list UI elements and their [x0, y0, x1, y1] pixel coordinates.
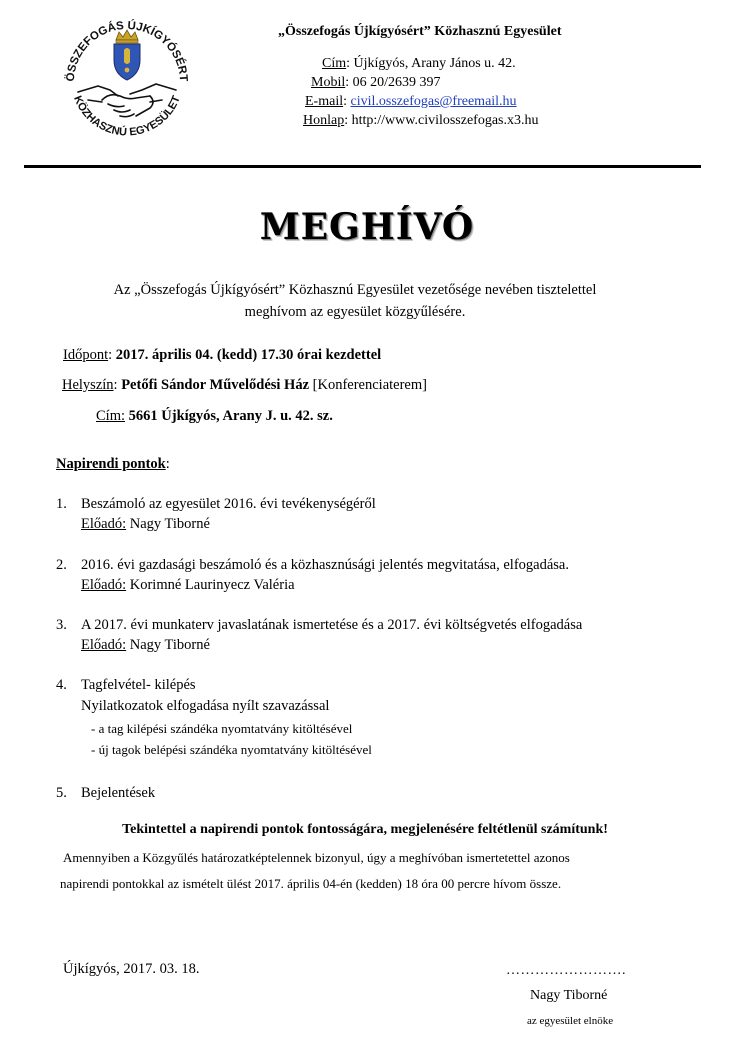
agenda-item-5-number: 5.	[56, 785, 67, 801]
place-value: Petőfi Sándor Művelődési Ház	[121, 377, 310, 393]
presenter-name: Nagy Tiborné	[126, 516, 210, 532]
agenda-item-1-number: 1.	[56, 496, 67, 512]
agenda-item-4-text: Tagfelvétel- kilépés	[81, 677, 196, 693]
closing-line-1: Amennyiben a Közgyűlés határozatképtelennek bizonyul, úgy a meghívóban ismertetettel azonos	[63, 850, 570, 865]
meeting-place	[62, 377, 427, 394]
agenda-heading-colon: :	[165, 456, 170, 472]
place-label: Helyszín	[62, 377, 114, 393]
meeting-time	[63, 347, 381, 364]
agenda-item-5-text: Bejelentések	[81, 785, 156, 801]
signatory-role: az egyesület elnöke	[527, 1015, 614, 1027]
agenda-item-4-sub-2: - új tagok belépési szándéka nyomtatvány kitöltésével	[91, 742, 372, 757]
mobile-label: Mobil	[311, 75, 346, 90]
agenda-item-3-text: A 2017. évi munkaterv javaslatának ismertetése és a 2017. évi költségvetés elfogadása	[81, 617, 583, 633]
agenda-item-3-number: 3.	[56, 617, 67, 633]
contact-website	[303, 113, 539, 129]
meeting-address	[96, 408, 333, 425]
meeting-address-value: 5661 Újkígyós, Arany J. u. 42. sz.	[125, 408, 333, 424]
agenda-item-4-sub-1: - a tag kilépési szándéka nyomtatvány kitöltésével	[91, 721, 353, 736]
closing-line-2: napirendi pontokkal az ismételt ülést 2017. április 04-én (kedden) 18 óra 00 percre hívom össze.	[60, 876, 562, 891]
signature-line: …………………….	[506, 963, 626, 978]
agenda-item-2-number: 2.	[56, 557, 67, 573]
time-value: 2017. április 04. (kedd) 17.30 órai kezdettel	[115, 347, 382, 363]
presenter-label: Előadó:	[81, 637, 127, 653]
header-divider	[24, 165, 701, 168]
crown-icon	[116, 30, 138, 43]
agenda-item-1-text: Beszámoló az egyesület 2016. évi tevékenységéről	[81, 496, 376, 512]
agenda-item-2-text: 2016. évi gazdasági beszámoló és a közhasznúsági jelentés megvitatása, elfogadása.	[81, 557, 569, 573]
website-value: : http://www.civilosszefogas.x3.hu	[344, 113, 539, 128]
agenda-item-1-presenter	[81, 516, 210, 533]
agenda-heading	[56, 456, 170, 473]
place-and-date: Újkígyós, 2017. 03. 18.	[63, 961, 200, 977]
agenda-item-2-presenter	[81, 577, 295, 594]
contact-address	[322, 56, 516, 72]
presenter-label: Előadó:	[81, 516, 127, 532]
agenda-heading-label: Napirendi pontok	[56, 456, 166, 472]
contact-mobile	[311, 75, 441, 91]
address-value: : Újkígyós, Arany János u. 42.	[346, 56, 516, 71]
organization-logo	[58, 4, 196, 154]
email-separator: :	[343, 94, 351, 109]
mobile-value: : 06 20/2639 397	[345, 75, 441, 90]
coat-of-arms-icon	[114, 44, 140, 80]
place-room: [Konferenciaterem]	[309, 377, 427, 393]
logo-ring-text-top: ÖSSZEFOGÁS ÚJKÍGYÓSÉRT	[64, 19, 190, 83]
address-label: Cím	[322, 56, 347, 71]
presenter-label: Előadó:	[81, 577, 127, 593]
signatory-name: Nagy Tiborné	[530, 988, 608, 1003]
organization-name: „Összefogás Újkígyósért” Közhasznú Egyesület	[278, 24, 562, 39]
email-label: E-mail	[305, 94, 344, 109]
place-separator: :	[113, 377, 122, 393]
time-label: Időpont	[63, 347, 109, 363]
agenda-item-4-number: 4.	[56, 677, 67, 693]
intro-line-1: Az „Összefogás Újkígyósért” Közhasznú Egyesület vezetősége nevében tisztelettel	[113, 282, 597, 298]
website-label: Honlap	[303, 113, 345, 128]
agenda-item-3-presenter	[81, 637, 210, 654]
meeting-address-label: Cím:	[96, 408, 126, 424]
email-link[interactable]: civil.osszefogas@freemail.hu	[350, 94, 517, 109]
closing-emphasis: Tekintettel a napirendi pontok fontosságára, megjelenésére feltétlenül számítunk!	[122, 822, 608, 837]
presenter-name: Nagy Tiborné	[126, 637, 210, 653]
logo-ring-text-bottom: KÖZHASZNÚ EGYESÜLET	[71, 94, 183, 139]
intro-line-2: meghívom az egyesület közgyűlésére.	[244, 304, 466, 320]
time-separator: :	[108, 347, 116, 363]
agenda-item-4-line2: Nyilatkozatok elfogadása nyílt szavazással	[81, 698, 330, 714]
presenter-name: Korimné Laurinyecz Valéria	[126, 577, 295, 593]
contact-email	[305, 94, 517, 110]
document-title: MEGHÍVÓ	[259, 206, 475, 248]
